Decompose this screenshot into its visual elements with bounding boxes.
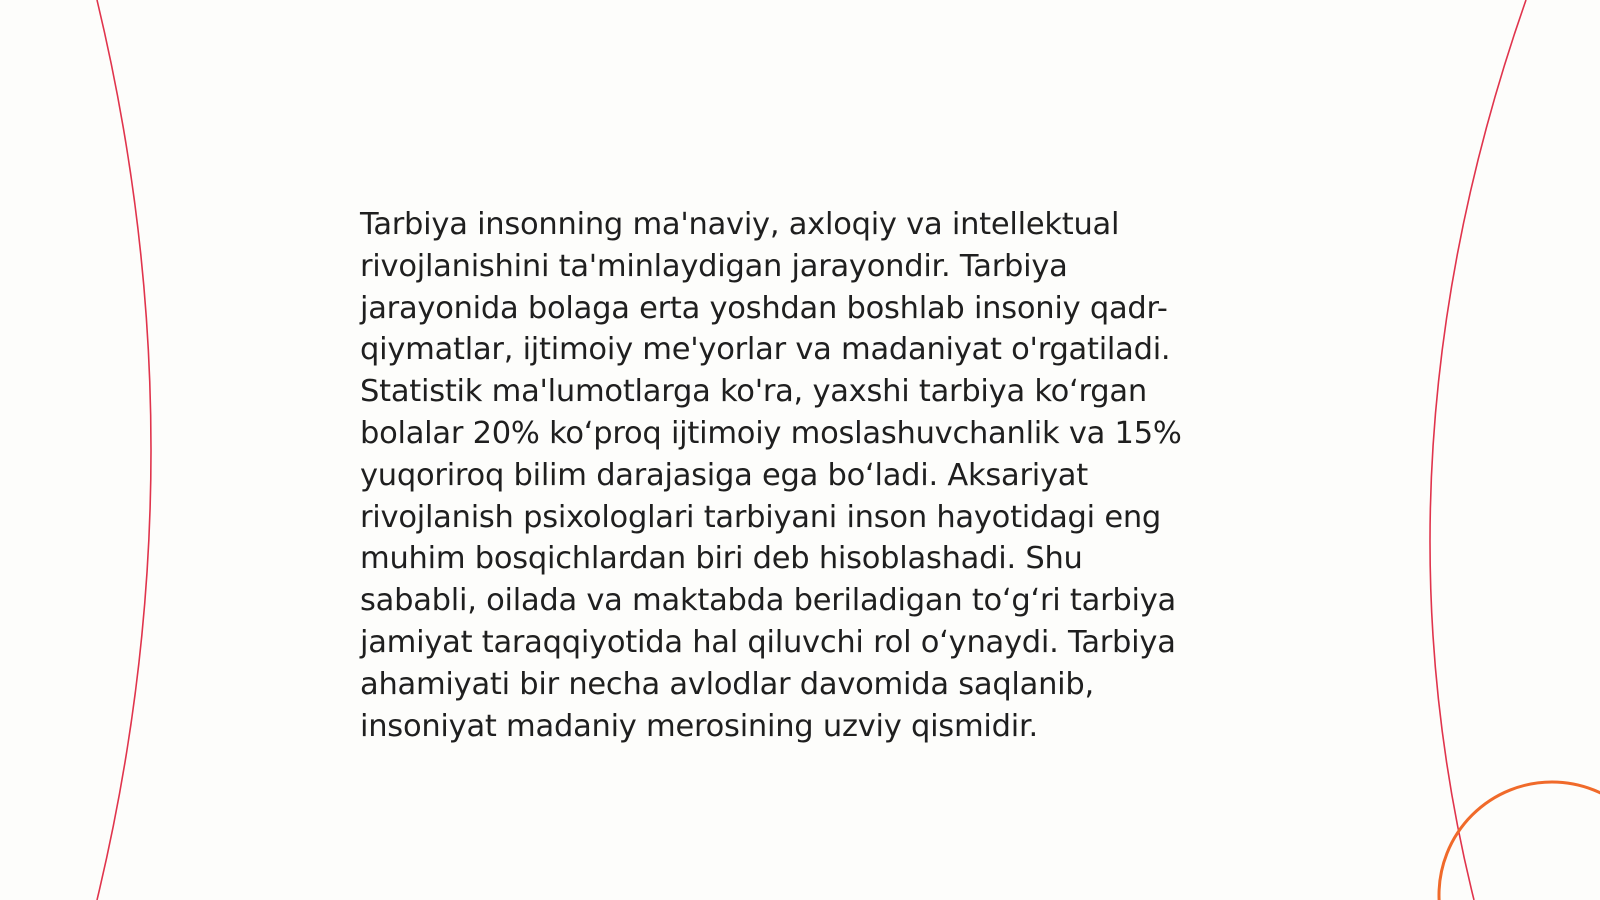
paragraph-line: rivojlanish psixologlari tarbiyani inson hayotidagi eng [360,499,1162,535]
paragraph-line: jamiyat taraqqiyotida hal qiluvchi rol o‘ynaydi. Tarbiya [360,624,1176,660]
paragraph-line: insoniyat madaniy merosining uzviy qismidir. [360,708,1038,744]
left-curve-line [97,0,151,900]
body-paragraph [360,204,1260,747]
paragraph-line: jarayonida bolaga erta yoshdan boshlab insoniy qadr- [360,290,1168,326]
accent-circle-outline [1439,782,1600,900]
paragraph-line: muhim bosqichlardan biri deb hisoblashadi. Shu [360,541,1083,577]
paragraph-line: qiymatlar, ijtimoiy me'yorlar va madaniyat o'rgatiladi. [360,332,1171,368]
paragraph-line: Statistik ma'lumotlarga ko'ra, yaxshi tarbiya ko‘rgan [360,374,1147,410]
right-curve-line [1430,0,1526,900]
paragraph-line: ahamiyati bir necha avlodlar davomida saqlanib, [360,666,1094,702]
paragraph-line: rivojlanishini ta'minlaydigan jarayondir. Tarbiya [360,248,1068,284]
paragraph-line: Tarbiya insonning ma'naviy, axloqiy va intellektual [360,207,1120,242]
paragraph-line: sababli, oilada va maktabda beriladigan to‘g‘ri tarbiya [360,583,1176,619]
paragraph-line: yuqoriroq bilim darajasiga ega bo‘ladi. Aksariyat [360,457,1088,493]
paragraph-line: bolalar 20% ko‘proq ijtimoiy moslashuvchanlik va 15% [360,415,1182,451]
